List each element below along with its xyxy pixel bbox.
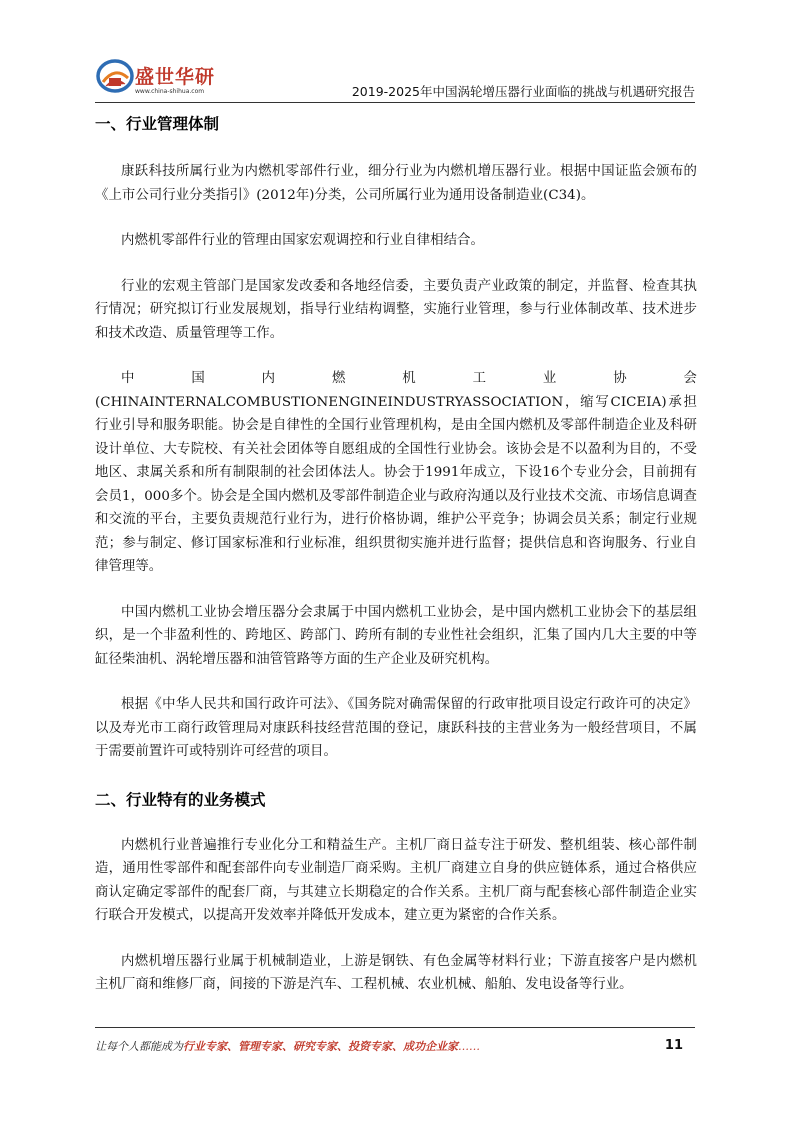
company-logo — [95, 56, 235, 100]
section-heading: 二、行业特有的业务模式 — [95, 790, 266, 809]
report-title: 2019-2025年中国涡轮增压器行业面临的挑战与机遇研究报告 — [351, 84, 695, 99]
paragraph: 内燃机增压器行业属于机械制造业，上游是钢铁、有色金属等材料行业；下游直接客户是内燃机主机厂商和维修厂商，间接的下游是汽车、工程机械、农业机械、船舶、发电设备等行业。 — [95, 953, 697, 992]
logo-text: 盛世华研 — [135, 66, 216, 88]
page-number: 11 — [664, 1038, 683, 1053]
footer-slogan-prefix: 让每个人都能成为 — [95, 1040, 183, 1053]
page-header — [95, 48, 695, 103]
paragraph: 根据《中华人民共和国行政许可法》、《国务院对确需保留的行政审批项目设定行政许可的决定》以及寿光市工商行政管理局对康跃科技经营范围的登记，康跃科技的主营业务为一般经营项目，不属于需要前置许可或特别许可经营的项目。 — [95, 697, 697, 759]
paragraph: 康跃科技所属行业为内燃机零部件行业，细分行业为内燃机增压器行业。根据中国证监会颁布的《上市公司行业分类指引》(2012年)分类，公司所属行业为通用设备制造业(C34)。 — [95, 164, 697, 203]
page-footer — [95, 1038, 695, 1058]
document-body — [95, 112, 697, 997]
footer-slogan-ellipsis: …… — [458, 1040, 480, 1053]
footer-slogan-highlight: 行业专家、管理专家、研究专家、投资专家、成功企业家 — [183, 1040, 458, 1053]
paragraph: 中国内燃机工业协会(CHINAINTERNALCOMBUSTIONENGINEINDUSTRYASSOCIATION，缩写CICEIA)承担行业引导和服务职能。协会是自律性的全国行业管理机构，是由全国内燃机及零部件制造企业及科研设计单位、大专院校、有关社会团体等自愿组成的全国性行业协会。该协会是不以盈利为目的，不受地区、隶属关系和所有制限制的社会团体法人。协会于1991年成立，下设16个专业分会，目前拥有会员1，000多个。协会是全国内燃机及零部件制造企业与政府沟通以及行业技术交流、市场信息调查和交流的平台，主要负责规范行业行为，进行价格协调，维护公平竞争；协调会员关系；制定行业规范；参与制定、修订国家标准和行业标准，组织贯彻实施并进行监督；提供信息和咨询服务、行业自律管理等。 — [95, 371, 697, 574]
paragraph: 内燃机零部件行业的管理由国家宏观调控和行业自律相结合。 — [121, 233, 484, 248]
footer-divider — [95, 1027, 695, 1028]
footer-slogan — [95, 1038, 480, 1054]
header-divider — [95, 102, 695, 103]
logo-emblem-icon — [95, 56, 135, 96]
logo-url: www.china-shihua.com — [135, 88, 205, 95]
section-heading: 一、行业管理体制 — [95, 115, 220, 133]
paragraph: 行业的宏观主管部门是国家发改委和各地经信委，主要负责产业政策的制定，并监督、检查其执行情况；研究拟订行业发展规划，指导行业结构调整，实施行业管理，参与行业体制改革、技术进步和技术改造、质量管理等工作。 — [95, 278, 697, 341]
paragraph: 中国内燃机工业协会增压器分会隶属于中国内燃机工业协会，是中国内燃机工业协会下的基层组织，是一个非盈利性的、跨地区、跨部门、跨所有制的专业性社会组织，汇集了国内几大主要的中等缸径柴油机、涡轮增压器和油管管路等方面的生产企业及研究机构。 — [95, 604, 697, 667]
paragraph: 内燃机行业普遍推行专业化分工和精益生产。主机厂商日益专注于研发、整机组装、核心部件制造，通用性零部件和配套部件向专业制造厂商采购。主机厂商建立自身的供应链体系，通过合格供应商认定确定零部件的配套厂商，与其建立长期稳定的合作关系。主机厂商与配套核心部件制造企业实行联合开发模式，以提高开发效率并降低开发成本，建立更为紧密的合作关系。 — [95, 837, 697, 923]
